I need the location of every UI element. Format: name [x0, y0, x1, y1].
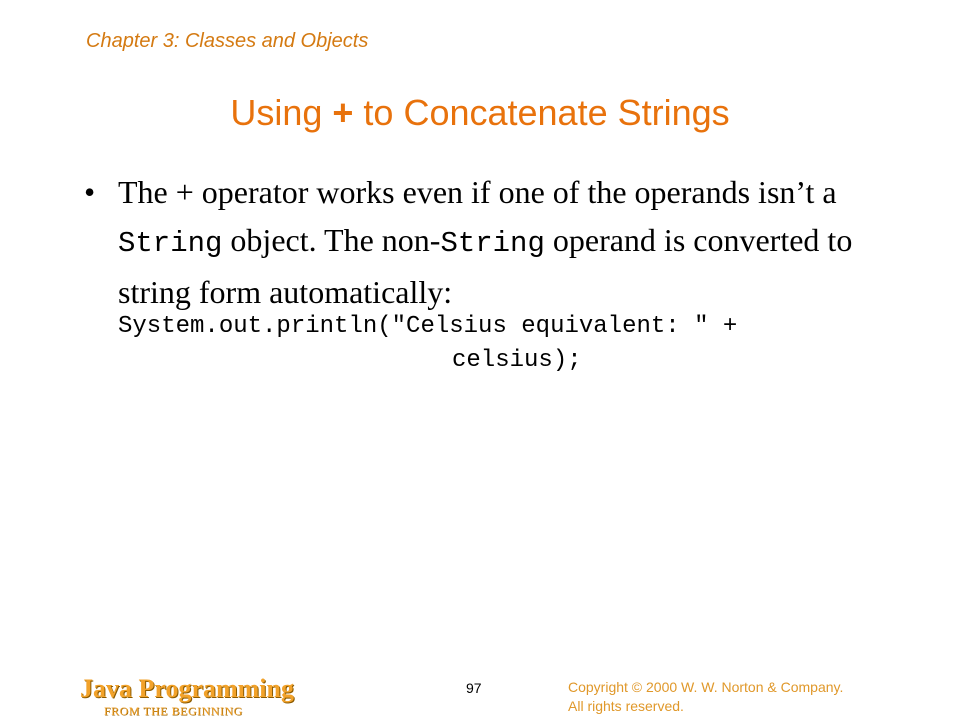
copyright-line-2: All rights reserved. [568, 698, 684, 714]
book-brand: Java Programming [80, 674, 294, 703]
slide-title [0, 92, 960, 134]
title-part-2: to Concatenate Strings [353, 92, 730, 133]
book-subtitle: FROM THE BEGINNING [104, 704, 243, 718]
bullet-text-2: object. The non- [222, 222, 441, 258]
copyright-line-1: Copyright © 2000 W. W. Norton & Company. [568, 679, 844, 695]
bullet-text-3: operand is converted to string form automatically: [118, 222, 853, 310]
bullet-item [84, 168, 884, 316]
bullet-code-1: String [118, 227, 223, 260]
code-line-1: System.out.println("Celsius equivalent: " + [118, 313, 738, 340]
bullet-text-1: The + operator works even if one of the operands isn’t a [118, 174, 837, 210]
bullet-code-2: String [440, 227, 545, 260]
title-part-1: Using [230, 92, 333, 133]
chapter-header: Chapter 3: Classes and Objects [86, 30, 369, 52]
copyright-notice [568, 678, 843, 716]
code-example [118, 310, 737, 378]
code-line-2: celsius); [452, 347, 582, 374]
title-plus: + [332, 92, 354, 133]
bullet-list [84, 168, 884, 316]
page-number: 97 [466, 680, 482, 696]
bullet-marker: • [84, 174, 96, 210]
